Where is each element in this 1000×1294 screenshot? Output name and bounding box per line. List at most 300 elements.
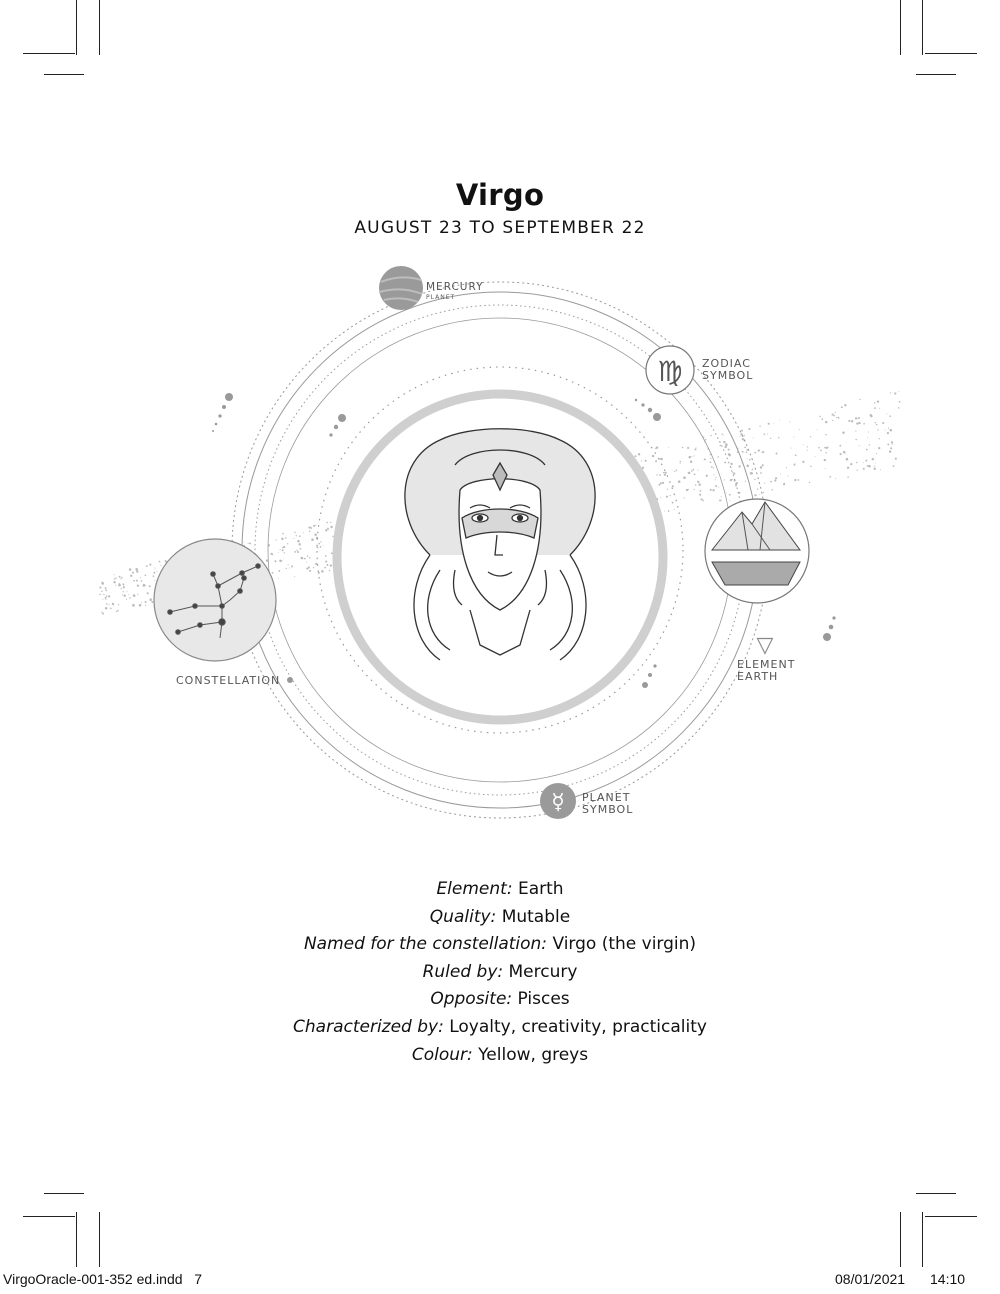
star-dust-particle (672, 485, 674, 487)
crop-mark (44, 1193, 84, 1194)
star-dust-particle (730, 479, 732, 481)
star-dust-particle (297, 540, 300, 543)
star-dust-particle (763, 492, 764, 493)
star-dust-particle (748, 428, 750, 430)
star-dust-particle (771, 489, 773, 491)
crop-mark (916, 1193, 956, 1194)
star-dust-particle (99, 594, 101, 596)
star-dust-particle (284, 552, 285, 553)
star-dust-particle (105, 597, 107, 599)
star-dust-particle (272, 572, 274, 574)
star-dust-particle (847, 476, 849, 478)
star-dust-particle (323, 545, 324, 546)
crop-mark (23, 53, 75, 54)
star-dust-particle (724, 446, 726, 448)
star-dust-particle (821, 418, 823, 420)
star-dust-particle (825, 434, 826, 435)
star-dust-particle (715, 485, 717, 487)
crop-mark (925, 53, 977, 54)
star-dust-particle (752, 469, 754, 471)
star-dust-particle (730, 463, 732, 465)
star-dust-particle (865, 460, 867, 462)
star-dust-particle (710, 489, 712, 491)
star-dust-particle (745, 481, 746, 482)
star-dust-particle (700, 498, 702, 500)
star-dust-particle (668, 510, 670, 512)
star-dust-particle (309, 570, 311, 572)
star-dust-particle (890, 392, 891, 393)
star-dust-particle (105, 587, 107, 589)
star-dust-particle (129, 597, 131, 599)
star-dust-particle (287, 543, 288, 544)
star-dust-particle (282, 547, 284, 549)
star-dust-particle (316, 546, 318, 548)
star-dust-particle (635, 455, 637, 457)
star-dust-particle (330, 526, 332, 528)
star-dust-particle (126, 591, 127, 592)
star-dust-particle (305, 558, 306, 559)
star-dust-particle (159, 561, 161, 563)
star-dust-particle (848, 420, 850, 422)
crop-mark (916, 74, 956, 75)
star-dust-particle (325, 555, 327, 557)
star-dust-particle (118, 584, 121, 587)
star-dust-particle (815, 456, 816, 457)
star-dust-particle (855, 417, 857, 419)
star-dust-particle (760, 472, 762, 474)
star-dust-particle (121, 578, 122, 579)
star-dust-particle (856, 423, 858, 425)
star-dust-particle (645, 460, 647, 462)
star-dust-particle (888, 427, 889, 428)
star-dust-particle (760, 466, 762, 468)
star-dust-particle (733, 472, 735, 474)
star-dust-particle (109, 604, 110, 605)
star-dust-particle (889, 450, 891, 452)
star-dust-particle (850, 463, 852, 465)
star-dust-particle (851, 420, 853, 422)
star-dust-particle (835, 412, 836, 413)
earth-element-glyph: ▽ (756, 633, 774, 658)
star-dust-particle (638, 453, 640, 455)
page-title: Virgo (455, 178, 545, 212)
star-dust-particle (698, 470, 699, 471)
star-dust-particle (686, 489, 688, 491)
star-dust-particle (114, 578, 115, 579)
star-dust-particle (285, 537, 287, 539)
zodiac-wheel-illustration (0, 250, 1000, 870)
star-dust-particle (154, 580, 155, 581)
star-dust-particle (710, 458, 711, 459)
star-dust-particle (698, 483, 700, 485)
star-dust-particle (856, 462, 858, 464)
star-dust-particle (101, 591, 102, 592)
star-dust-particle (775, 477, 777, 479)
star-dust-particle (763, 434, 764, 435)
crop-mark (99, 1212, 100, 1267)
star-dust-particle (874, 407, 876, 409)
star-dust-particle (141, 580, 143, 582)
symbol-label: SYMBOL (582, 803, 634, 816)
star-dust-particle (754, 479, 756, 481)
star-dust-particle (895, 458, 897, 460)
star-dust-particle (656, 460, 657, 461)
star-dust-particle (330, 522, 331, 523)
star-dust-particle (786, 467, 787, 468)
star-dust-particle (711, 466, 713, 468)
star-dust-particle (274, 560, 276, 562)
star-dust-particle (123, 591, 124, 592)
star-dust-particle (133, 594, 136, 597)
star-dust-particle (146, 565, 148, 567)
star-dust-particle (751, 472, 753, 474)
star-dust-particle (776, 453, 778, 455)
star-dust-particle (863, 462, 864, 463)
star-dust-particle (867, 437, 868, 438)
star-dust-particle (762, 464, 764, 466)
star-dust-particle (825, 452, 827, 454)
star-dust-particle (840, 453, 842, 455)
star-dust-particle (892, 444, 893, 445)
footer-filename: VirgoOracle-001-352 ed.indd 7 (3, 1271, 202, 1287)
star-dust-particle (780, 474, 781, 475)
star-dust-particle (684, 497, 685, 498)
star-dust-particle (876, 424, 877, 425)
star-dust-particle (747, 458, 748, 459)
star-dust-particle (123, 595, 125, 597)
star-dust-particle (294, 551, 296, 553)
attribute-row: Quality: Mutable (429, 906, 571, 927)
star-dust-particle (103, 599, 104, 600)
star-dust-particle (855, 430, 856, 431)
star-dust-particle (291, 565, 293, 567)
star-dust-particle (106, 603, 108, 605)
star-dust-particle (824, 447, 826, 449)
star-dust-particle (882, 422, 884, 424)
star-dust-particle (688, 472, 689, 473)
star-dust-particle (154, 568, 155, 569)
star-dust-particle (105, 607, 108, 610)
star-dust-particle (145, 601, 147, 603)
star-dust-particle (160, 565, 161, 566)
star-dust-particle (298, 543, 300, 545)
star-dust-particle (641, 461, 642, 462)
star-dust-particle (691, 470, 693, 472)
star-dust-particle (296, 535, 297, 536)
planet-caption: PLANET (426, 294, 456, 301)
star-dust-particle (710, 454, 711, 455)
star-dust-particle (845, 454, 846, 455)
star-dust-particle (839, 445, 841, 447)
star-dust-particle (874, 466, 875, 467)
star-dust-particle (757, 488, 758, 489)
star-dust-particle (110, 607, 112, 609)
star-dust-particle (288, 564, 289, 565)
star-dust-particle (898, 391, 899, 392)
star-dust-particle (859, 399, 860, 400)
star-dust-particle (115, 577, 117, 579)
star-dust-particle (726, 492, 727, 493)
attribute-row: Characterized by: Loyalty, creativity, practicality (293, 1016, 707, 1037)
star-dust-particle (833, 415, 835, 417)
star-dust-particle (744, 447, 746, 449)
star-dust-particle (846, 458, 849, 461)
star-dust-particle (289, 567, 290, 568)
star-dust-particle (855, 439, 857, 441)
attribute-list (0, 876, 1000, 1069)
star-dust-particle (795, 463, 796, 464)
star-dust-particle (663, 472, 665, 474)
star-dust-particle (99, 586, 101, 588)
star-dust-particle (117, 610, 119, 612)
date-range: AUGUST 23 TO SEPTEMBER 22 (354, 218, 646, 238)
star-dust-particle (672, 502, 674, 504)
star-dust-particle (282, 533, 284, 535)
star-dust-particle (151, 601, 153, 603)
star-dust-particle (694, 448, 696, 450)
star-dust-particle (108, 595, 110, 597)
star-dust-particle (875, 463, 876, 464)
star-dust-particle (659, 474, 661, 476)
star-dust-particle (153, 575, 155, 577)
star-dust-particle (710, 461, 712, 463)
star-dust-particle (680, 463, 681, 464)
star-dust-particle (887, 443, 889, 445)
star-dust-particle (140, 577, 141, 578)
star-dust-particle (867, 465, 869, 467)
star-dust-particle (680, 461, 682, 463)
star-dust-particle (837, 417, 839, 419)
star-dust-particle (728, 454, 731, 457)
star-dust-particle (331, 552, 333, 554)
star-dust-particle (321, 570, 324, 573)
star-dust-particle (716, 477, 717, 478)
star-dust-particle (655, 447, 657, 449)
star-dust-particle (296, 550, 297, 551)
star-dust-particle (863, 468, 865, 470)
star-dust-particle (723, 435, 724, 436)
star-dust-particle (656, 474, 657, 475)
star-dust-particle (836, 417, 837, 418)
star-dust-particle (318, 543, 320, 545)
star-dust-particle (710, 435, 712, 437)
star-dust-particle (859, 445, 860, 446)
star-dust-particle (102, 582, 105, 585)
star-dust-particle (276, 539, 277, 540)
star-dust-particle (832, 414, 834, 416)
star-dust-particle (133, 580, 135, 582)
star-dust-particle (149, 564, 151, 566)
star-dust-particle (835, 478, 836, 479)
star-dust-particle (802, 461, 804, 463)
star-dust-particle (799, 429, 800, 430)
zodiac-label: ZODIAC (702, 357, 751, 370)
star-dust-particle (121, 577, 122, 578)
star-dust-particle (309, 557, 310, 558)
star-dust-particle (325, 560, 327, 562)
star-dust-particle (872, 458, 874, 460)
star-dust-particle (842, 431, 844, 433)
star-dust-particle (119, 576, 121, 578)
star-dust-particle (326, 564, 328, 566)
star-dust-particle (116, 611, 117, 612)
star-dust-particle (758, 449, 760, 451)
star-dust-particle (682, 447, 684, 449)
star-dust-particle (299, 535, 301, 537)
star-dust-particle (826, 447, 828, 449)
star-dust-particle (869, 444, 870, 445)
attribute-row: Colour: Yellow, greys (411, 1044, 589, 1065)
star-dust-particle (754, 452, 756, 454)
star-dust-particle (798, 479, 800, 481)
constellation-label: CONSTELLATION (176, 674, 281, 687)
star-dust-particle (858, 422, 860, 424)
star-dust-particle (847, 467, 849, 469)
star-dust-particle (101, 612, 102, 613)
star-dust-particle (129, 568, 132, 571)
star-dust-particle (794, 479, 796, 481)
star-dust-particle (891, 441, 893, 443)
star-dust-particle (720, 500, 721, 501)
star-dust-particle (807, 450, 808, 451)
star-dust-particle (667, 489, 668, 490)
star-dust-particle (740, 433, 742, 435)
star-dust-particle (679, 463, 680, 464)
star-dust-particle (807, 446, 808, 447)
star-dust-particle (818, 447, 820, 449)
star-dust-particle (694, 489, 695, 490)
star-dust-particle (103, 594, 104, 595)
crop-mark (23, 1216, 75, 1217)
star-dust-particle (293, 538, 294, 539)
attribute-row: Named for the constellation: Virgo (the virgin) (303, 934, 697, 955)
planet-label: PLANET (582, 791, 631, 804)
star-dust-particle (810, 466, 812, 468)
star-dust-particle (886, 414, 887, 415)
star-dust-particle (725, 443, 728, 446)
star-dust-particle (753, 438, 754, 439)
star-dust-particle (282, 549, 284, 551)
star-dust-particle (314, 533, 316, 535)
star-dust-particle (876, 453, 877, 454)
star-dust-particle (326, 522, 328, 524)
star-dust-particle (153, 572, 155, 574)
star-dust-particle (698, 481, 700, 483)
star-dust-particle (754, 494, 756, 496)
star-dust-particle (313, 567, 314, 568)
star-dust-particle (320, 541, 321, 542)
star-dust-particle (132, 572, 134, 574)
star-dust-particle (301, 557, 304, 560)
star-dust-particle (666, 496, 668, 498)
constellation-circle (154, 539, 276, 661)
star-dust-particle (674, 471, 675, 472)
star-dust-particle (280, 549, 281, 550)
star-dust-particle (670, 495, 671, 496)
star-dust-particle (857, 470, 858, 471)
star-dust-particle (738, 465, 740, 467)
star-dust-particle (278, 570, 280, 572)
star-dust-particle (687, 447, 689, 449)
mercury-label: MERCURY (426, 281, 484, 293)
star-dust-particle (112, 603, 114, 605)
symbol-label: SYMBOL (702, 369, 754, 382)
star-dust-particle (759, 425, 760, 426)
star-dust-particle (145, 575, 147, 577)
star-dust-particle (664, 472, 666, 474)
star-dust-particle (139, 604, 142, 607)
star-dust-particle (712, 489, 714, 491)
star-dust-particle (789, 421, 790, 422)
star-dust-particle (718, 487, 719, 488)
element-label: ELEMENT (737, 658, 796, 671)
star-dust-particle (844, 404, 846, 406)
star-dust-particle (890, 429, 893, 432)
star-dust-particle (898, 407, 900, 409)
star-dust-particle (668, 447, 669, 448)
star-dust-particle (694, 473, 696, 475)
star-dust-particle (875, 422, 876, 423)
attribute-row: Opposite: Pisces (430, 989, 570, 1010)
star-dust-particle (330, 564, 332, 566)
star-dust-particle (718, 456, 719, 457)
star-dust-particle (706, 475, 708, 477)
star-dust-particle (825, 421, 827, 423)
star-dust-particle (868, 431, 869, 432)
star-dust-particle (137, 594, 138, 595)
star-dust-particle (123, 586, 125, 588)
star-dust-particle (704, 458, 706, 460)
star-dust-particle (114, 574, 115, 575)
star-dust-particle (722, 434, 723, 435)
star-dust-particle (306, 562, 307, 563)
star-dust-particle (870, 415, 872, 417)
crop-mark (76, 0, 77, 55)
star-dust-particle (880, 469, 881, 470)
mercury-glyph: ☿ (551, 790, 565, 815)
star-dust-particle (787, 476, 788, 477)
star-dust-particle (279, 560, 281, 562)
star-dust-particle (774, 480, 776, 482)
star-dust-particle (652, 455, 654, 457)
star-dust-particle (879, 438, 880, 439)
star-dust-particle (793, 437, 794, 438)
footer-time: 14:10 (930, 1271, 966, 1287)
star-dust-particle (761, 452, 762, 453)
star-dust-particle (866, 449, 868, 451)
star-dust-particle (884, 430, 885, 431)
star-dust-particle (743, 435, 744, 436)
star-dust-particle (741, 462, 742, 463)
star-dust-particle (303, 533, 304, 534)
star-dust-particle (297, 551, 299, 553)
star-dust-particle (313, 525, 315, 527)
star-dust-particle (715, 479, 716, 480)
footer-date: 08/01/2021 (835, 1271, 906, 1287)
star-dust-particle (724, 479, 725, 480)
star-dust-particle (329, 530, 330, 531)
star-dust-particle (270, 553, 272, 555)
star-dust-particle (692, 469, 694, 471)
star-dust-particle (746, 465, 749, 468)
star-dust-particle (156, 571, 157, 572)
crop-mark (925, 1216, 977, 1217)
star-dust-particle (278, 552, 279, 553)
star-dust-particle (843, 451, 846, 454)
star-dust-particle (689, 456, 692, 459)
star-dust-particle (658, 484, 660, 486)
star-dust-particle (794, 464, 796, 466)
